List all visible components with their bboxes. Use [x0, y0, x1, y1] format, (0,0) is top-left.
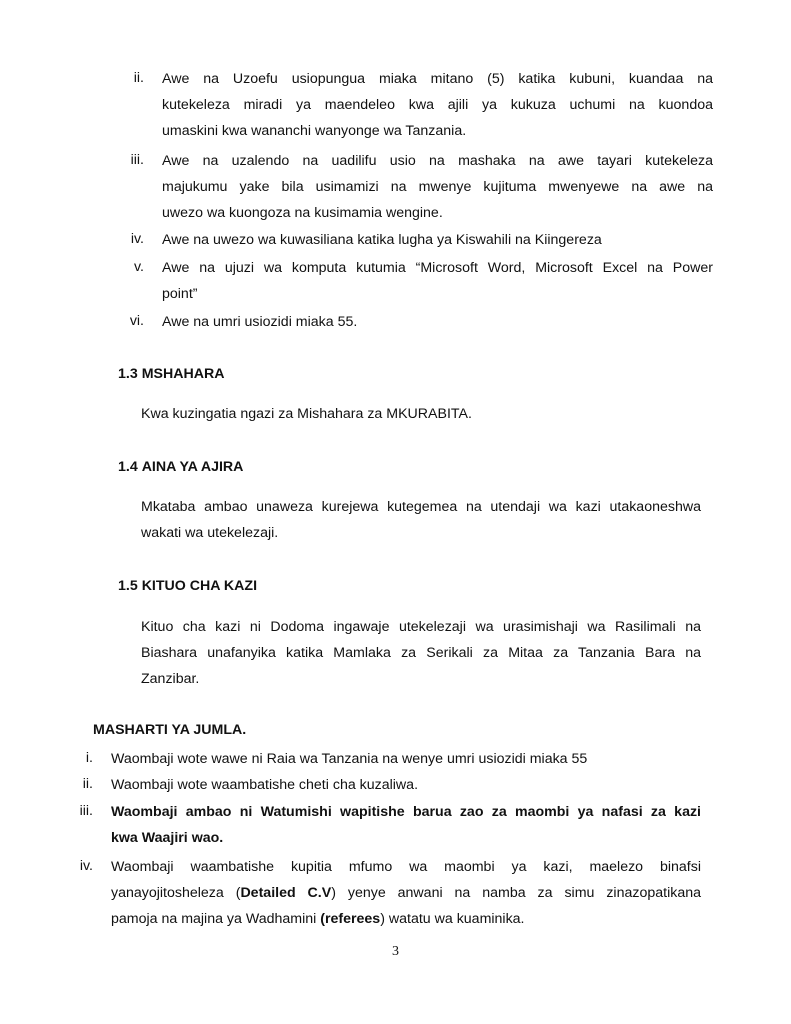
requirement-line: majukumu yake bila usimamizi na mwenye kujituma mwenyewe na awe na — [162, 179, 713, 195]
general-item-line — [111, 884, 701, 910]
requirement-line: Awe na umri usiozidi miaka 55. — [162, 314, 358, 330]
paragraph-line: wakati wa utekelezaji. — [141, 525, 279, 541]
section-heading — [118, 366, 224, 382]
requirement-line: Awe na uwezo wa kuwasiliana katika lugha ya Kiswahili na Kiingereza — [162, 232, 602, 248]
paragraph-line: Kwa kuzingatia ngazi za Mishahara za MKURABITA. — [141, 406, 472, 422]
section-paragraph — [141, 405, 701, 431]
requirement-number: v. — [134, 259, 144, 275]
general-heading: MASHARTI YA JUMLA. — [93, 722, 247, 738]
section-number: 1.5 — [118, 578, 138, 594]
requirement-number: vi. — [129, 313, 144, 329]
general-item-line: Waombaji ambao ni Watumishi wapitishe barua zao za maombi ya nafasi za kazi — [111, 804, 701, 820]
requirement-line: point” — [162, 286, 198, 302]
section-paragraph — [141, 498, 701, 550]
general-item-number: i. — [85, 750, 93, 766]
page-number: 3 — [392, 944, 399, 959]
general-item-line — [111, 910, 701, 936]
section-paragraph — [141, 618, 701, 696]
text-segment: pamoja na majina ya Wadhamini — [111, 911, 321, 927]
requirement-number: iv. — [130, 231, 144, 247]
general-item-line: Waombaji wote wawe ni Raia wa Tanzania na wenye umri usiozidi miaka 55 — [111, 751, 588, 767]
requirement-line: uwezo wa kuongoza na kusimamia wengine. — [162, 205, 443, 221]
general-item-line: Waombaji wote waambatishe cheti cha kuzaliwa. — [111, 777, 419, 793]
requirement-line: kutekeleza miradi ya maendeleo kwa ajili ya kukuza uchumi na kuondoa — [162, 97, 713, 113]
requirement-line: Awe na uzalendo na uadilifu usio na mashaka na awe tayari kutekeleza — [162, 153, 713, 169]
text-segment: ) yenye anwani na namba za simu zinazopatikana — [331, 885, 701, 901]
section-heading — [118, 578, 257, 594]
text-segment: ) watatu wa kuaminika. — [380, 911, 525, 927]
section-title: AINA YA AJIRA — [141, 459, 244, 475]
general-item-number: iii. — [79, 803, 93, 819]
section-number: 1.4 — [118, 459, 138, 475]
bold-segment: Detailed C.V — [240, 885, 332, 901]
section-number: 1.3 — [118, 366, 138, 382]
paragraph-line: Mkataba ambao unaweza kurejewa kutegemea na utendaji wa kazi utakaoneshwa — [141, 499, 701, 515]
paragraph-line: Zanzibar. — [141, 671, 200, 687]
bold-segment: (referees — [320, 911, 381, 927]
paragraph-line: Kituo cha kazi ni Dodoma ingawaje utekelezaji wa urasimishaji wa Rasilimali na — [141, 619, 701, 635]
general-item-number: ii. — [82, 776, 93, 792]
requirement-line: Awe na Uzoefu usiopungua miaka mitano (5) katika kubuni, kuandaa na — [162, 71, 713, 87]
general-item-number: iv. — [79, 858, 93, 874]
general-item-line: kwa Waajiri wao. — [111, 830, 224, 846]
requirement-number: iii. — [130, 152, 144, 168]
paragraph-line: Biashara unafanyika katika Mamlaka za Serikali za Mitaa za Tanzania Bara na — [141, 645, 701, 661]
section-title: KITUO CHA KAZI — [141, 578, 258, 594]
general-item-line: Waombaji waambatishe kupitia mfumo wa maombi ya kazi, maelezo binafsi — [111, 859, 701, 875]
requirement-line: umaskini kwa wananchi wanyonge wa Tanzania. — [162, 123, 467, 139]
section-title: MSHAHARA — [141, 366, 225, 382]
requirement-line: Awe na ujuzi wa komputa kutumia “Microsoft Word, Microsoft Excel na Power — [162, 260, 713, 276]
requirement-number: ii. — [133, 70, 144, 86]
text-segment: yanayojitosheleza ( — [111, 885, 241, 901]
section-heading — [118, 459, 243, 475]
